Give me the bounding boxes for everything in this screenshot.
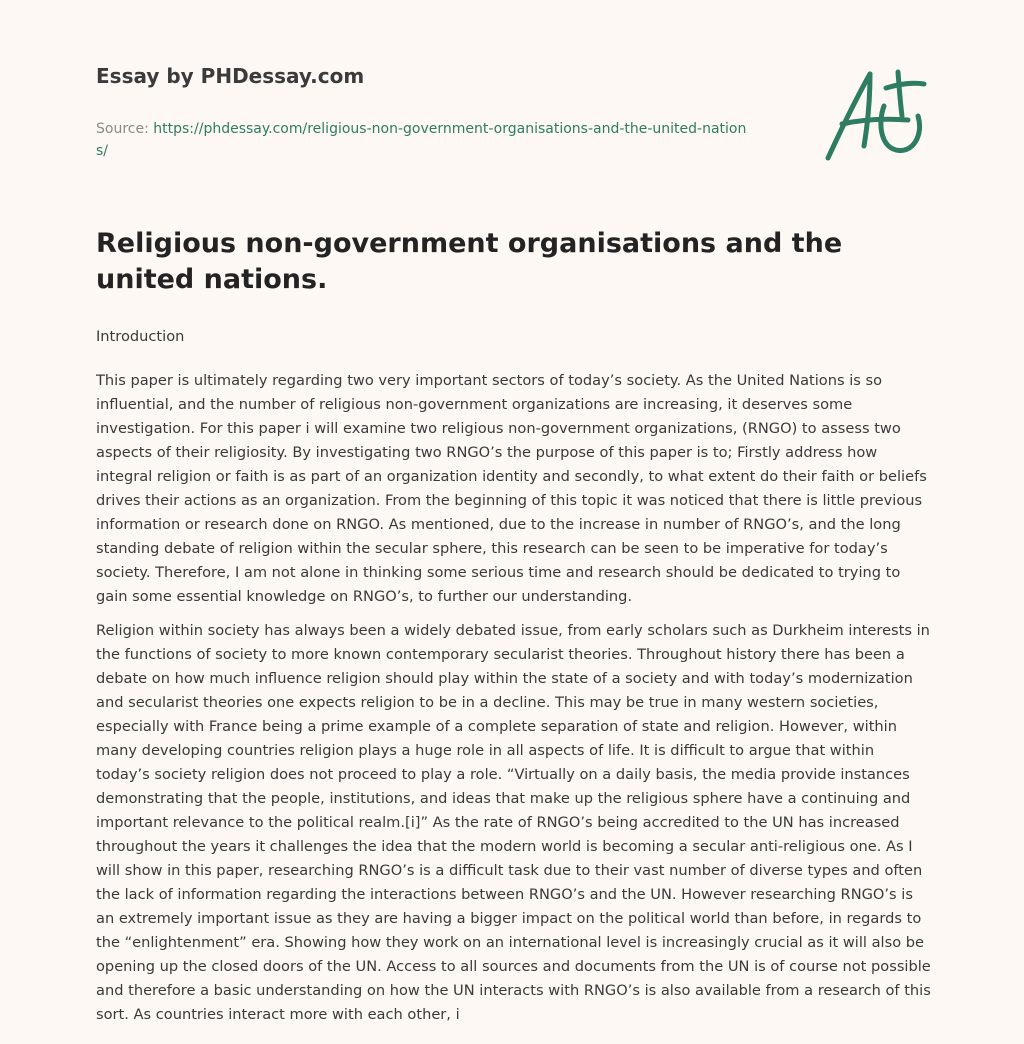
- paragraph-1: This paper is ultimately regarding two very important sectors of today’s society. As the United Nations is so influential, and the number of religious non-government organizations are increasing, it deserves some investigation. For this paper i will examine two religious non-government organizations, (RNGO) to assess two aspects of their religiosity. By investigating two RNGO’s the purpose of this paper is to; Firstly address how integral religion or faith is as part of an organization identity and secondly, to what extent do their faith or beliefs drives their actions as an organization. From the beginning of this topic it was noticed that there is little previous information or research done on RNGO. As mentioned, due to the increase in number of RNGO’s, and the long standing debate of religion within the secular sphere, this research can be seen to be imperative for today’s society. Therefore, I am not alone in thinking some serious time and research should be dedicated to trying to gain some essential knowledge on RNGO’s, to further our understanding.: [96, 372, 927, 605]
- site-brand: Essay by PHDessay.com: [96, 64, 365, 88]
- source-line: [96, 118, 756, 162]
- a-plus-grade-icon: [820, 66, 932, 166]
- section-heading-introduction: Introduction: [96, 328, 185, 345]
- source-label: Source:: [96, 121, 154, 137]
- essay-body: [96, 325, 932, 1037]
- page-header: [96, 64, 796, 162]
- paragraph-2: Religion within society has always been a widely debated issue, from early scholars such as Durkheim interests in the functions of society to more known contemporary secularist theories. Throughout history there has been a debate on how much influence religion should play within the state of a society and with today’s modernization and secularist theories one expects religion to be in a decline. This may be true in many western societies, especially with France being a prime example of a complete separation of state and religion. However, within many developing countries religion plays a huge role in all aspects of life. It is difficult to argue that within today’s society religion does not proceed to play a role. “Virtually on a daily basis, the media provide instances demonstrating that the people, institutions, and ideas that make up the religious sphere have a continuing and important relevance to the political realm.[i]” As the rate of RNGO’s being accredited to the UN has increased throughout the years it challenges the idea that the modern world is becoming a secular anti-religious one. As I will show in this paper, researching RNGO’s is a difficult task due to their vast number of diverse types and often the lack of information regarding the interactions between RNGO’s and the UN. However researching RNGO’s is an extremely important issue as they are having a bigger impact on the political world than before, in regards to the “enlightenment” era. Showing how they work on an international level is increasingly crucial as it will also be opening up the closed doors of the UN. Access to all sources and documents from the UN is of course not possible and therefore a basic understanding on how the UN interacts with RNGO’s is also available from a research of this sort. As countries interact more with each other, i: [96, 622, 931, 1023]
- essay-title: Religious non-government organisations and the united nations.: [96, 228, 843, 295]
- source-link[interactable]: https://phdessay.com/religious-non-government-organisations-and-the-united-nations/: [96, 121, 747, 159]
